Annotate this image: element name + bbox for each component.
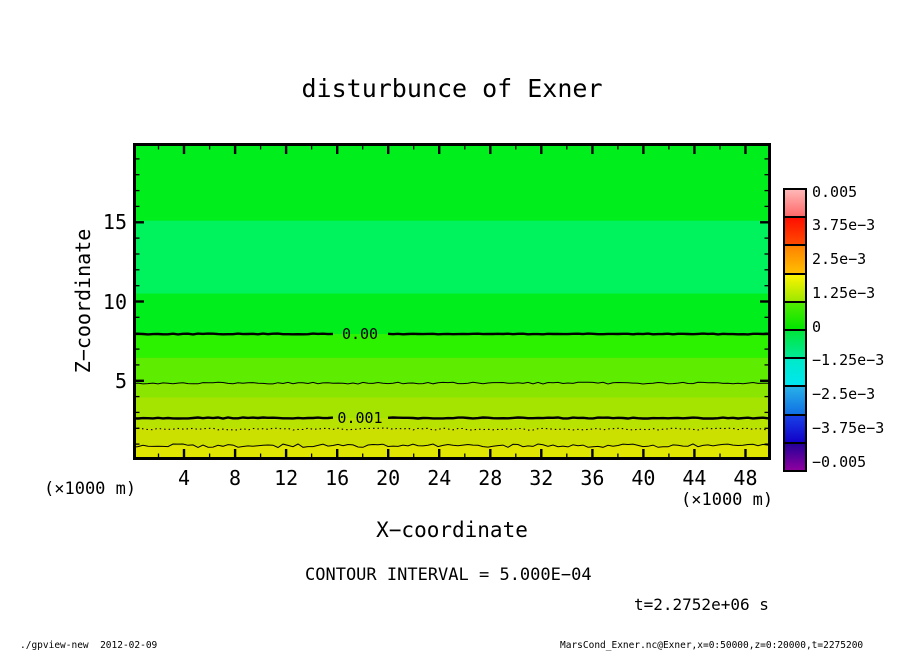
contour-label: 0.001 bbox=[337, 409, 383, 427]
fill-band bbox=[133, 143, 771, 221]
colorbar-cell bbox=[785, 246, 805, 274]
x-tick-label: 32 bbox=[529, 466, 554, 490]
x-tick-label: 36 bbox=[580, 466, 605, 490]
x-axis-title: X−coordinate bbox=[376, 518, 528, 542]
colorbar-cell bbox=[785, 359, 805, 387]
x-tick-label: 48 bbox=[733, 466, 758, 490]
page-title: disturbunce of Exner bbox=[301, 74, 603, 103]
colorbar-label: −1.25e−3 bbox=[812, 351, 885, 370]
colorbar-label: −0.005 bbox=[812, 452, 867, 471]
colorbar-cell bbox=[785, 218, 805, 246]
fill-band bbox=[133, 294, 771, 335]
y-tick-label: 5 bbox=[114, 368, 127, 393]
y-tick-label: 15 bbox=[102, 210, 127, 235]
fill-band bbox=[133, 383, 771, 398]
colorbar-label: 2.5e−3 bbox=[812, 250, 867, 268]
y-axis-title: Z−coordinate bbox=[71, 228, 95, 374]
colorbar-cell bbox=[785, 190, 805, 218]
fill-band bbox=[133, 334, 771, 358]
colorbar bbox=[783, 188, 807, 472]
colorbar-cell bbox=[785, 444, 805, 470]
footer-command: ./gpview-new 2012-02-09 bbox=[20, 640, 158, 651]
time-label: t=2.2752e+06 s bbox=[634, 595, 769, 614]
fill-band bbox=[133, 397, 771, 418]
x-tick-label: 16 bbox=[325, 466, 350, 490]
x-tick-label: 20 bbox=[376, 466, 401, 490]
fill-band bbox=[133, 221, 771, 295]
fill-band bbox=[133, 358, 771, 384]
colorbar-label: −2.5e−3 bbox=[812, 385, 876, 403]
x-tick-label: 8 bbox=[229, 466, 242, 490]
x-tick-label: 40 bbox=[631, 466, 656, 490]
colorbar-label: 0.005 bbox=[812, 182, 858, 201]
x-tick-label: 4 bbox=[178, 466, 191, 490]
x-tick-label: 24 bbox=[427, 466, 452, 490]
x-tick-label: 44 bbox=[682, 466, 707, 490]
y-tick-label: 10 bbox=[102, 289, 127, 314]
x-unit-label: (×1000 m) bbox=[681, 490, 774, 510]
y-unit-label: (×1000 m) bbox=[44, 479, 137, 499]
contour-line bbox=[133, 334, 768, 335]
colorbar-label: 3.75e−3 bbox=[812, 216, 876, 235]
x-tick-label: 28 bbox=[478, 466, 503, 490]
x-tick-label: 12 bbox=[274, 466, 299, 490]
fill-band bbox=[133, 418, 771, 429]
colorbar-cell bbox=[785, 387, 805, 415]
colorbar-cell bbox=[785, 303, 805, 331]
colorbar-label: 0 bbox=[812, 317, 822, 336]
contour-line bbox=[133, 418, 768, 419]
contour-label: 0.00 bbox=[341, 325, 379, 343]
colorbar-cell bbox=[785, 275, 805, 303]
fill-band bbox=[133, 428, 771, 446]
colorbar-label: 1.25e−3 bbox=[812, 283, 876, 302]
colorbar-cell bbox=[785, 331, 805, 359]
footer-source: MarsCond_Exner.nc@Exner,x=0:50000,z=0:20000,t=2275200 bbox=[560, 640, 864, 651]
contour-plot bbox=[133, 143, 771, 460]
colorbar-cell bbox=[785, 416, 805, 444]
contour-interval-label: CONTOUR INTERVAL = 5.000E−04 bbox=[305, 565, 592, 585]
colorbar-label: −3.75e−3 bbox=[812, 418, 885, 437]
